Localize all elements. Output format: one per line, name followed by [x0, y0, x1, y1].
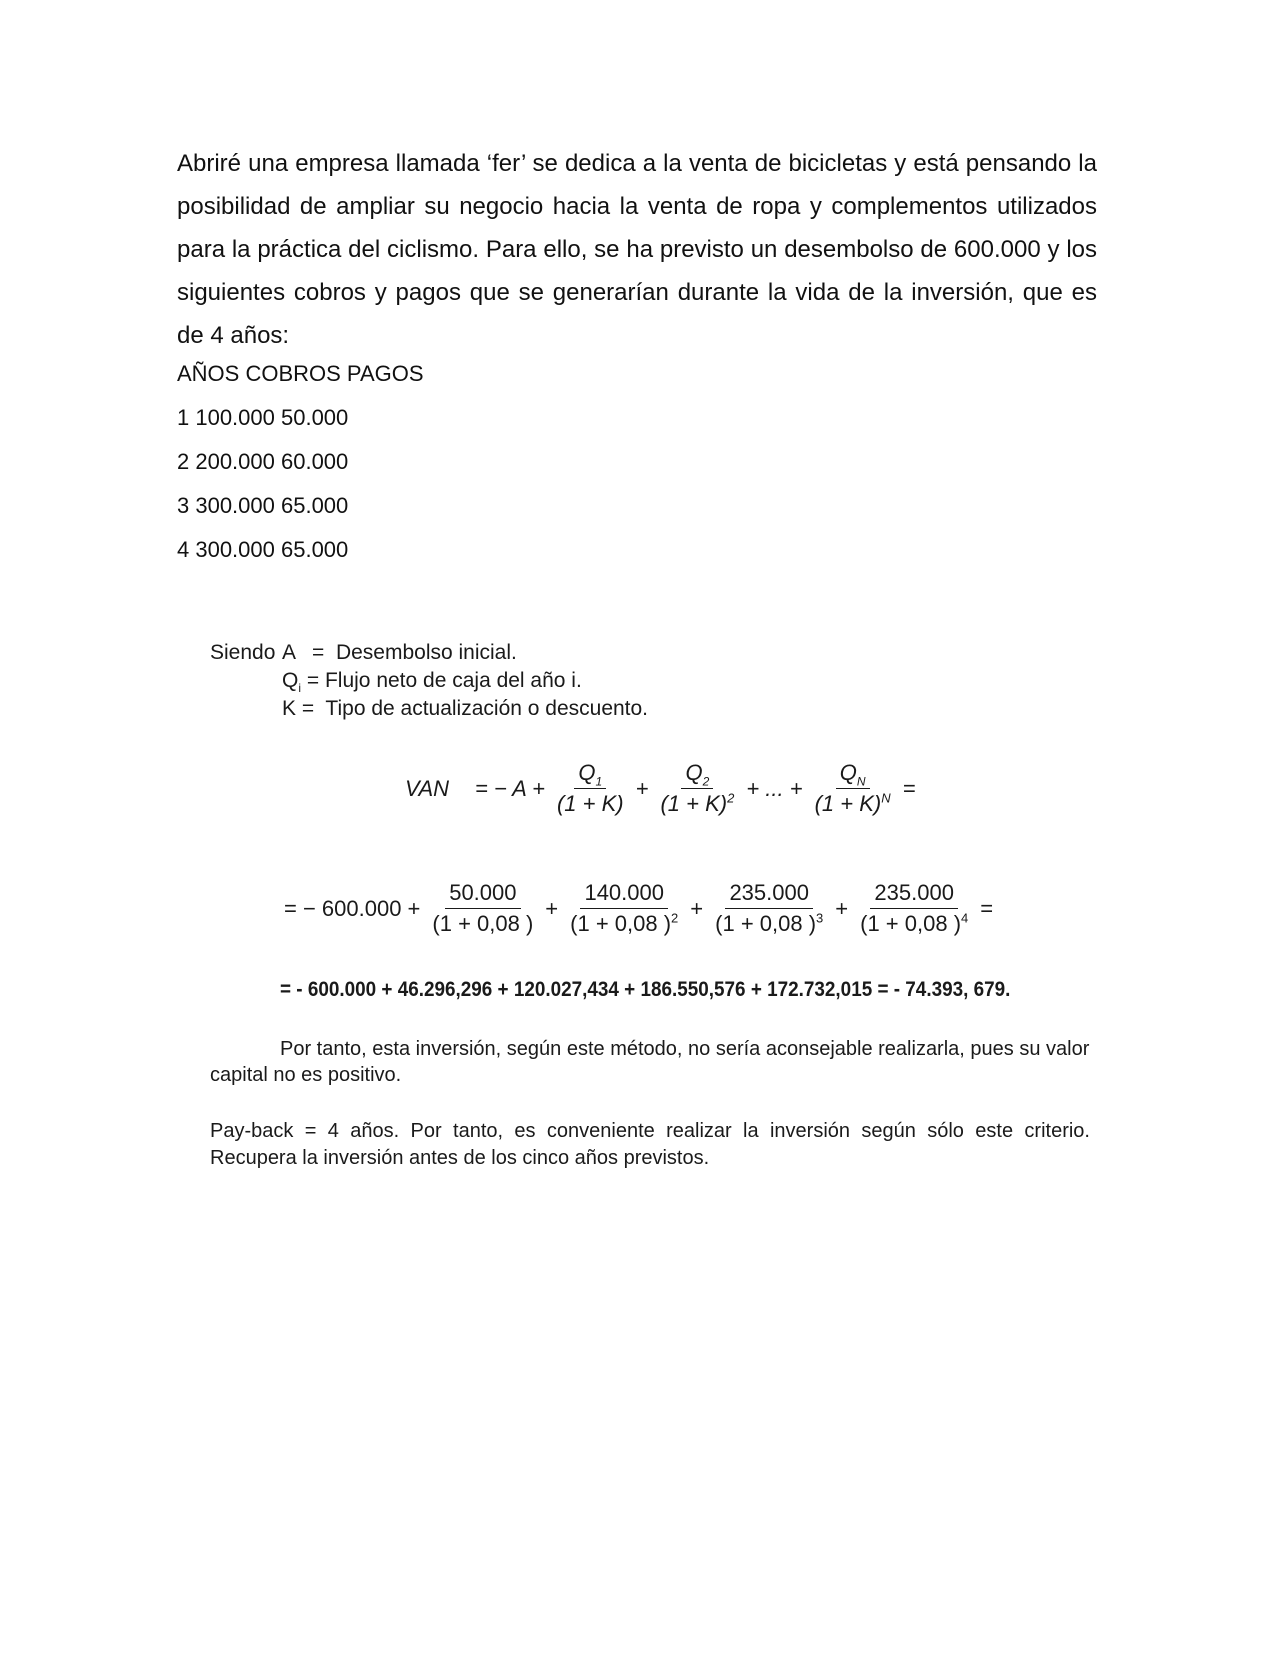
definition-symbol: K [282, 697, 297, 720]
exponent: 3 [816, 910, 824, 926]
cashflow-row-2: 2 200.000 60.000 [177, 449, 349, 474]
numerator-subscript: 1 [595, 774, 603, 789]
numerator: 235.000 [870, 880, 958, 909]
denominator: (1 + K) [556, 791, 624, 816]
numerator: Q [839, 760, 857, 785]
numerator-subscript: 2 [702, 774, 710, 789]
cashflow-row-3: 3 300.000 65.000 [177, 493, 349, 518]
definition-equals: = [312, 641, 325, 664]
definitions-lead: Siendo [210, 641, 276, 664]
denominator: (1 + 0,08 ) [860, 911, 962, 936]
cashflow-row-4: 4 300.000 65.000 [177, 537, 349, 562]
ellipsis-sign: + ... + [746, 775, 803, 801]
intro-paragraph: Abriré una empresa llamada ‘fer’ se dedica a la venta de bicicletas y está pensando la posibilidad de ampliar su negocio hacia la venta de ropa y complementos utilizados para la práctica del ciclismo. Para ello, se ha previsto un desembolso de 600.000 y los siguientes cobros y pagos que se generarían durante la vida de la inversión, que es de 4 años: [177, 150, 1097, 349]
fraction-year-4 [856, 880, 972, 937]
van-result-line: = - 600.000 + 46.296,296 + 120.027,434 + 186.550,576 + 172.732,015 = - 74.393, 679. [280, 978, 1011, 1001]
definition-symbol: A [282, 641, 297, 664]
fraction-year-1 [428, 880, 537, 937]
van-label: VAN [405, 775, 450, 801]
definition-symbol: Q [282, 669, 299, 692]
formula-start: = − 600.000 + [284, 895, 421, 921]
numerator: 50.000 [445, 880, 520, 909]
definition-line-1 [210, 640, 517, 666]
definition-text: Tipo de actualización o descuento. [325, 697, 649, 720]
fraction-term-2 [656, 760, 738, 817]
plus-sign: + [545, 895, 559, 921]
definition-line-2 [282, 668, 582, 694]
denominator: (1 + K) [814, 791, 882, 816]
denominator: (1 + 0,08 ) [715, 911, 817, 936]
equals-sign: = [980, 895, 994, 921]
numerator-subscript: N [856, 774, 866, 789]
formula-start: = − A + [475, 775, 545, 801]
fraction-term-1 [553, 760, 628, 817]
definition-equals: = [301, 697, 315, 720]
plus-sign: + [690, 895, 704, 921]
exponent: 4 [961, 910, 969, 926]
fraction-year-3 [711, 880, 827, 937]
exponent: 2 [727, 790, 735, 806]
conclusion-1-line-1: Por tanto, esta inversión, según este método, no sería aconsejable realizarla, pues su valor [280, 1038, 1090, 1060]
equals-sign: = [902, 775, 916, 801]
denominator: (1 + 0,08 ) [570, 911, 672, 936]
denominator: (1 + K) [660, 791, 728, 816]
fraction-year-2 [566, 880, 682, 937]
definition-text: Desembolso inicial. [335, 641, 517, 664]
cashflow-row-1: 1 100.000 50.000 [177, 405, 349, 430]
van-numeric-formula [280, 880, 997, 937]
conclusion-2: Pay-back = 4 años. Por tanto, es conveniente realizar la inversión según sólo este criterio. Recupera la inversión antes de los cinco años previstos. [210, 1120, 1090, 1169]
conclusion-1-line-2: capital no es positivo. [210, 1064, 402, 1086]
exponent: 2 [671, 910, 679, 926]
numerator: 140.000 [580, 880, 668, 909]
definition-text: Flujo neto de caja del año i. [324, 669, 582, 692]
fraction-term-n [811, 760, 895, 817]
exponent: N [881, 790, 891, 806]
plus-sign: + [635, 775, 649, 801]
definition-line-3 [282, 696, 648, 722]
numerator: Q [578, 760, 596, 785]
denominator: (1 + 0,08 ) [432, 911, 534, 936]
van-general-formula [405, 760, 919, 817]
numerator: Q [685, 760, 703, 785]
numerator: 235.000 [725, 880, 813, 909]
definition-equals: = [306, 669, 320, 692]
definition-subscript: i [298, 681, 302, 696]
plus-sign: + [835, 895, 849, 921]
cashflow-table-header: AÑOS COBROS PAGOS [177, 361, 424, 386]
